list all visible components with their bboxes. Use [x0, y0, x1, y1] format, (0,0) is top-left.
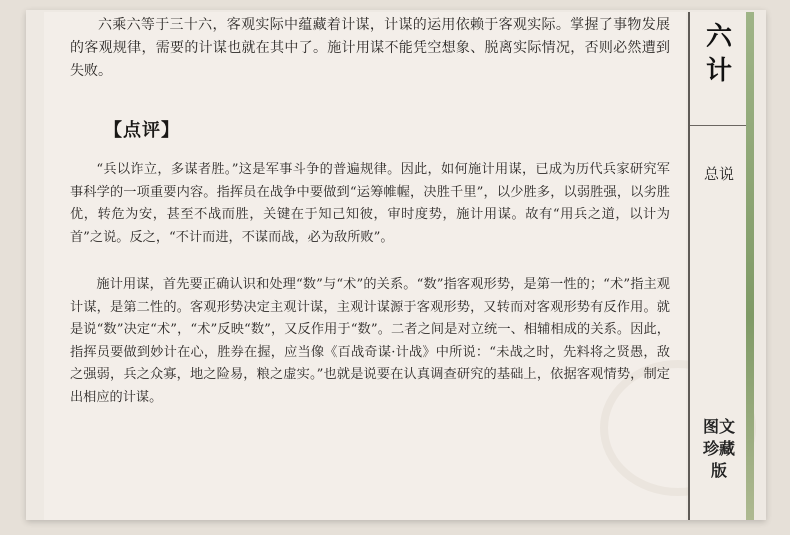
body-paragraph-1: “兵以诈立，多谋者胜。”这是军事斗争的普遍规律。因此，如何施计用谋，已成为历代兵家研究军事科学的一项重要内容。指挥员在战争中要做到“运筹帷幄，决胜千里”，以少胜多，以弱胜强，以劣胜优，转危为安，甚至不战而胜，关键在于知己知彼，审时度势，施计用谋。故有“用兵之道，以计为首”之说。反之，“不计而进，不谋而战，必为敌所败”。	[70, 162, 670, 245]
book-edge-strip	[746, 12, 754, 520]
comment-heading: 【点评】	[104, 120, 180, 141]
section-title: 总说	[703, 165, 734, 183]
intro-paragraph: 六乘六等于三十六，客观实际中蕴藏着计谋，计谋的运用依赖于客观实际。掌握了事物发展的客观规律，需要的计谋也就在其中了。施计用谋不能凭空想象、脱离实际情况，否则必然遭到失败。	[70, 17, 670, 79]
page-sidebar	[688, 12, 748, 520]
series-label: 图文珍藏版	[702, 417, 735, 480]
sidebar-divider	[690, 125, 748, 126]
book-page	[44, 12, 686, 520]
chapter-title: 六计	[705, 22, 732, 86]
body-paragraph-2: 施计用谋，首先要正确认识和处理“数”与“术”的关系。“数”指客观形势，是第一性的；“术”指主观计谋，是第二性的。客观形势决定主观计谋，主观计谋源于客观形势，又转而对客观形势有反作用。就是说“数”决定“术”，“术”反映“数”，又反作用于“数”。二者之间是对立统一、相辅相成的关系。因此，指挥员要做到妙计在心，胜券在握，应当像《百战奇谋·计战》中所说：“未战之时，先料将之贤愚，敌之强弱，兵之众寡，地之险易，粮之虚实。”也就是说要在认真调查研究的基础上，依据客观情势，制定出相应的计谋。	[70, 277, 670, 405]
